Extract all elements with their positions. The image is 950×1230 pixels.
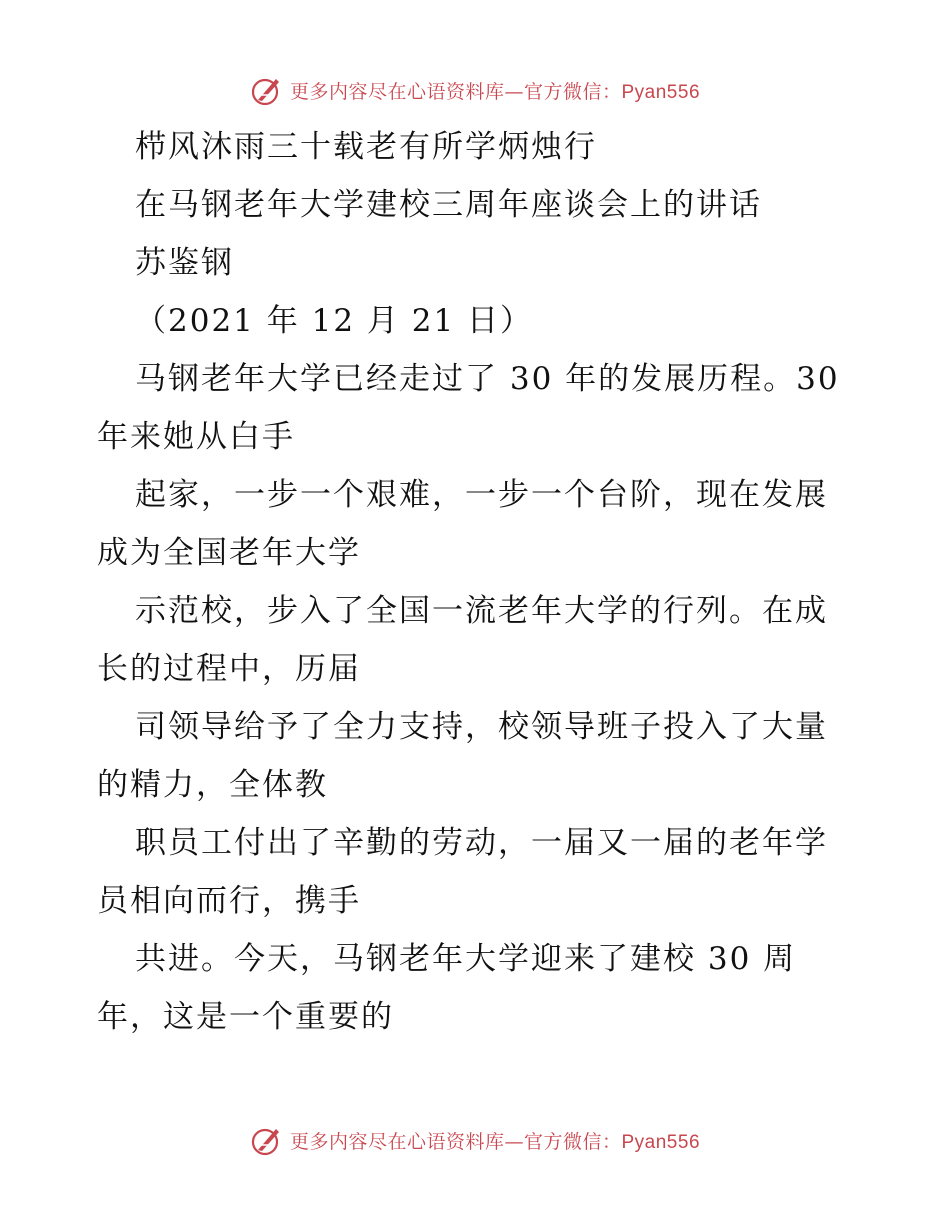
- paragraph-line: 长的过程中，历届: [97, 651, 361, 687]
- footer-watermark: [0, 1120, 950, 1160]
- header-watermark: [0, 70, 950, 110]
- paragraph-line: 员相向而行，携手: [97, 883, 361, 919]
- paragraph-line: 共进。今天，马钢老年大学迎来了建校 30 周: [135, 941, 797, 977]
- paragraph-line: 示范校，步入了全国一流老年大学的行列。在成: [135, 593, 828, 629]
- paragraph-line: 马钢老年大学已经走过了 30 年的发展历程。30: [135, 361, 840, 397]
- watermark-text: 更多内容尽在心语资料库—官方微信：Pyan556: [289, 1130, 701, 1153]
- paragraph-line: 成为全国老年大学: [97, 535, 361, 571]
- paragraph-line: 年，这是一个重要的: [97, 999, 394, 1035]
- document-subtitle: 在马钢老年大学建校三周年座谈会上的讲话: [135, 187, 762, 223]
- watermark-text: 更多内容尽在心语资料库—官方微信：Pyan556: [289, 80, 701, 103]
- paragraph-line: 的精力，全体教: [97, 767, 328, 803]
- paragraph-line: 起家，一步一个艰难，一步一个台阶，现在发展: [135, 477, 828, 513]
- paragraph-line: 年来她从白手: [97, 419, 295, 455]
- document-title: 栉风沐雨三十载老有所学炳烛行: [135, 129, 597, 165]
- paragraph-line: 司领导给予了全力支持，校领导班子投入了大量: [135, 709, 828, 745]
- document-author: 苏鉴钢: [135, 245, 234, 281]
- document-date: （2021 年 12 月 21 日）: [135, 303, 534, 339]
- document-body: [97, 118, 857, 1046]
- quill-logo-icon: [250, 1123, 284, 1157]
- paragraph-line: 职员工付出了辛勤的劳动，一届又一届的老年学: [135, 825, 828, 861]
- quill-logo-icon: [250, 73, 284, 107]
